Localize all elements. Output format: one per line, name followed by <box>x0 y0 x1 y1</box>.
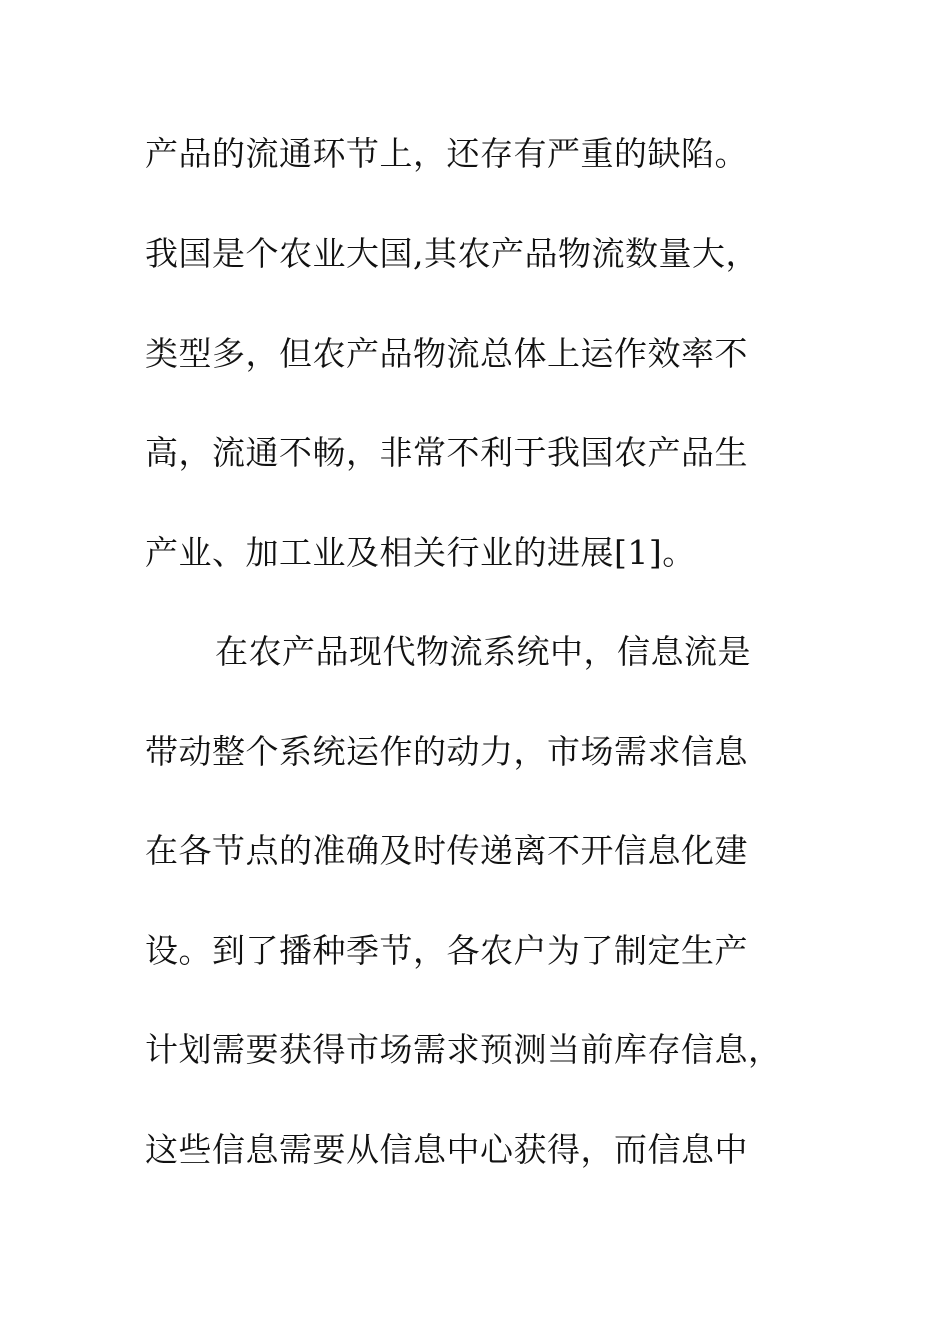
text-line: 高，流通不畅，非常不利于我国农产品生 <box>145 433 748 472</box>
text-line: 设。到了播种季节，各农户为了制定生产 <box>145 931 748 970</box>
text-line: 在各节点的准确及时传递离不开信息化建 <box>145 831 748 870</box>
text-line: 计划需要获得市场需求预测当前库存信息， <box>145 1030 782 1069</box>
text-line: 这些信息需要从信息中心获得，而信息中 <box>145 1130 748 1169</box>
text-line: 产品的流通环节上，还存有严重的缺陷。 <box>145 134 748 173</box>
text-line: 我国是个农业大国,其农产品物流数量大， <box>145 234 759 273</box>
text-line: 带动整个系统运作的动力，市场需求信息 <box>145 732 748 771</box>
text-line: 产业、加工业及相关行业的进展[1]。 <box>145 533 696 572</box>
text-line: 类型多，但农产品物流总体上运作效率不 <box>145 334 748 373</box>
paragraph-first-line: 在农产品现代物流系统中，信息流是 <box>215 632 751 671</box>
